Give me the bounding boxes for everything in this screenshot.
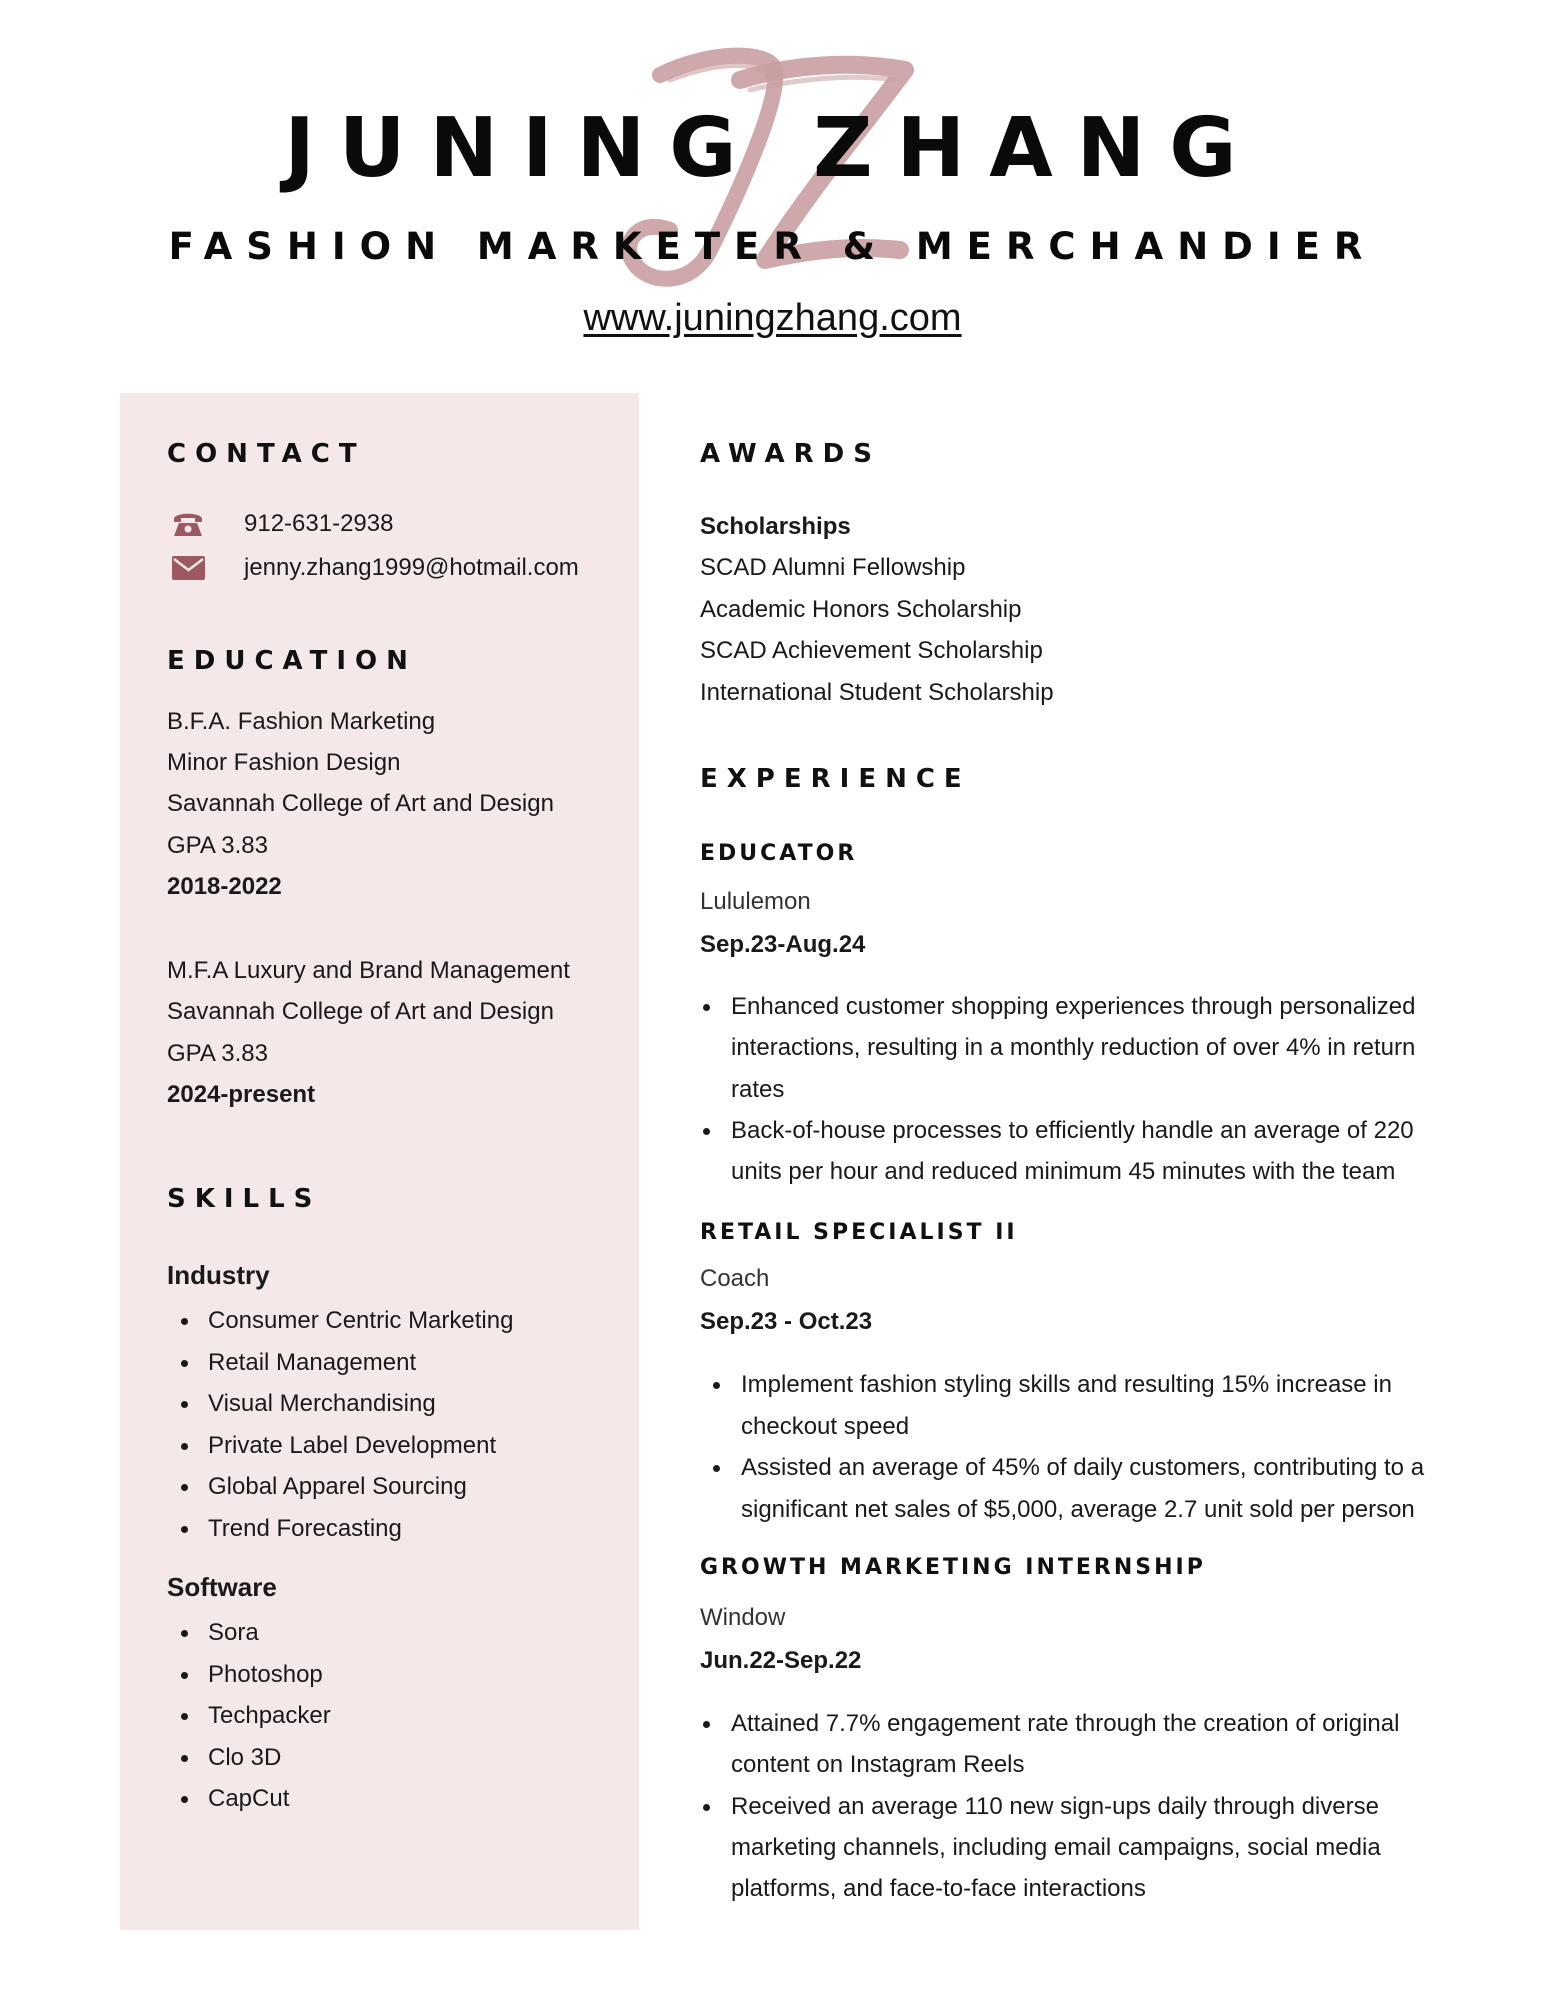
- award-item: International Student Scholarship: [700, 679, 1054, 706]
- job-title: RETAIL SPECIALIST II: [700, 1220, 1018, 1245]
- list-bullet: [703, 1128, 710, 1135]
- contact-email[interactable]: jenny.zhang1999@hotmail.com: [244, 554, 579, 581]
- phone-icon: [171, 509, 205, 539]
- job-bullet-line: marketing channels, including email campaigns, social media: [731, 1834, 1381, 1861]
- job-bullet-line: Received an average 110 new sign-ups daily through diverse: [731, 1793, 1379, 1820]
- contact-phone: 912-631-2938: [244, 510, 394, 537]
- candidate-role: FASHION MARKETER & MERCHANDIER: [168, 225, 1377, 268]
- job-bullet-line: Assisted an average of 45% of daily customers, contributing to a: [741, 1454, 1425, 1481]
- industry-skill: Visual Merchandising: [208, 1390, 436, 1417]
- software-label: Software: [167, 1572, 277, 1602]
- job-title: EDUCATOR: [700, 841, 858, 866]
- job-bullet-line: Implement fashion styling skills and resulting 15% increase in: [741, 1371, 1392, 1398]
- list-bullet: [181, 1401, 188, 1408]
- software-skill: Techpacker: [208, 1702, 331, 1729]
- website-link-wrap: [0, 298, 1545, 340]
- list-bullet: [713, 1382, 720, 1389]
- list-bullet: [181, 1630, 188, 1637]
- edu2-years: 2024-present: [167, 1081, 316, 1108]
- job-title: GROWTH MARKETING INTERNSHIP: [700, 1555, 1206, 1580]
- job-dates: Sep.23 - Oct.23: [700, 1308, 873, 1335]
- list-bullet: [181, 1360, 188, 1367]
- job-dates: Jun.22-Sep.22: [700, 1647, 862, 1674]
- list-bullet: [703, 1804, 710, 1811]
- job-company: Lululemon: [700, 888, 811, 915]
- software-skill: Photoshop: [208, 1661, 323, 1688]
- edu1-degree: B.F.A. Fashion Marketing: [167, 708, 436, 735]
- skills-heading: SKILLS: [167, 1184, 322, 1214]
- award-item: SCAD Achievement Scholarship: [700, 637, 1043, 664]
- job-bullet-line: Enhanced customer shopping experiences through personalized: [731, 993, 1416, 1020]
- award-item: SCAD Alumni Fellowship: [700, 554, 966, 581]
- job-company: Window: [700, 1604, 786, 1631]
- job-bullet-line: content on Instagram Reels: [731, 1751, 1025, 1778]
- job-company: Coach: [700, 1265, 770, 1292]
- list-bullet: [181, 1318, 188, 1325]
- edu2-gpa: GPA 3.83: [167, 1040, 268, 1067]
- industry-skill: Consumer Centric Marketing: [208, 1307, 514, 1334]
- list-bullet: [713, 1465, 720, 1472]
- list-bullet: [181, 1713, 188, 1720]
- awards-heading: AWARDS: [700, 439, 881, 469]
- edu1-gpa: GPA 3.83: [167, 832, 268, 859]
- edu1-minor: Minor Fashion Design: [167, 749, 401, 776]
- industry-label: Industry: [167, 1260, 270, 1290]
- website-link[interactable]: www.juningzhang.com: [583, 297, 962, 339]
- list-bullet: [181, 1672, 188, 1679]
- edu1-years: 2018-2022: [167, 873, 282, 900]
- list-bullet: [181, 1526, 188, 1533]
- industry-skill: Trend Forecasting: [208, 1515, 402, 1542]
- list-bullet: [181, 1796, 188, 1803]
- list-bullet: [181, 1443, 188, 1450]
- awards-subtitle: Scholarships: [700, 513, 851, 540]
- job-bullet-line: Attained 7.7% engagement rate through the creation of original: [731, 1710, 1400, 1737]
- award-item: Academic Honors Scholarship: [700, 596, 1022, 623]
- experience-heading: EXPERIENCE: [700, 764, 971, 794]
- edu2-degree: M.F.A Luxury and Brand Management: [167, 957, 570, 984]
- list-bullet: [703, 1721, 710, 1728]
- industry-skill: Global Apparel Sourcing: [208, 1473, 467, 1500]
- industry-skill: Retail Management: [208, 1349, 417, 1376]
- software-skill: CapCut: [208, 1785, 290, 1812]
- software-skill: Clo 3D: [208, 1744, 282, 1771]
- job-bullet-line: rates: [731, 1076, 785, 1103]
- job-bullet-line: checkout speed: [741, 1413, 910, 1440]
- list-bullet: [181, 1484, 188, 1491]
- job-bullet-line: significant net sales of $5,000, average 2.7 unit sold per person: [741, 1496, 1415, 1523]
- edu1-school: Savannah College of Art and Design: [167, 790, 554, 817]
- software-skill: Sora: [208, 1619, 259, 1646]
- education-heading: EDUCATION: [167, 646, 417, 676]
- list-bullet: [703, 1004, 710, 1011]
- envelope-icon: [172, 556, 205, 580]
- job-bullet-line: units per hour and reduced minimum 45 minutes with the team: [731, 1158, 1396, 1185]
- edu2-school: Savannah College of Art and Design: [167, 998, 554, 1025]
- job-bullet-line: platforms, and face-to-face interactions: [731, 1875, 1146, 1902]
- candidate-name: JUNING ZHANG: [284, 101, 1261, 196]
- job-bullet-line: interactions, resulting in a monthly reduction of over 4% in return: [731, 1034, 1416, 1061]
- industry-skill: Private Label Development: [208, 1432, 497, 1459]
- sidebar-panel: [120, 393, 639, 1930]
- contact-heading: CONTACT: [167, 439, 366, 469]
- job-bullet-line: Back-of-house processes to efficiently handle an average of 220: [731, 1117, 1414, 1144]
- job-dates: Sep.23-Aug.24: [700, 931, 866, 958]
- list-bullet: [181, 1755, 188, 1762]
